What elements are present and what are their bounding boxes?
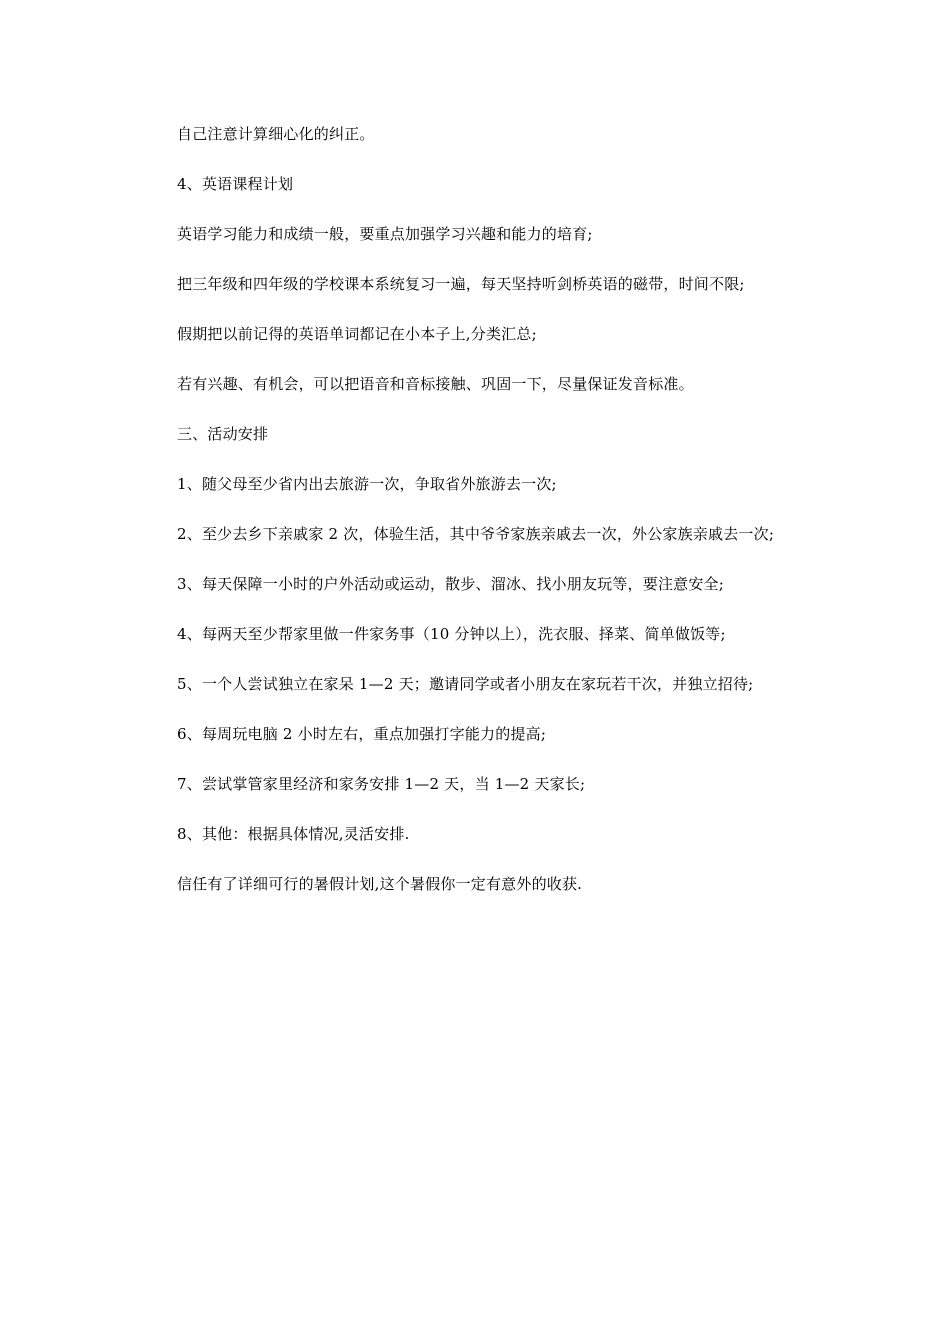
paragraph-english-ability: 英语学习能力和成绩一般，要重点加强学习兴趣和能力的培育;	[177, 225, 593, 243]
paragraph-english-vocab: 假期把以前记得的英语单词都记在小本子上,分类汇总;	[177, 325, 537, 343]
list-item-activity-1: 1、随父母至少省内出去旅游一次，争取省外旅游去一次;	[177, 475, 557, 493]
paragraph-english-phonetics: 若有兴趣、有机会，可以把语音和音标接触、巩固一下，尽量保证发音标准。	[177, 375, 694, 393]
list-item-activity-6: 6、每周玩电脑 2 小时左右，重点加强打字能力的提高;	[177, 725, 547, 743]
list-item-activity-5: 5、一个人尝试独立在家呆 1—2 天；邀请同学或者小朋友在家玩若干次，并独立招待;	[177, 675, 754, 693]
paragraph-closing: 信任有了详细可行的暑假计划,这个暑假你一定有意外的收获.	[177, 875, 583, 893]
list-item-activity-3: 3、每天保障一小时的户外活动或运动，散步、溜冰、找小朋友玩等，要注意安全;	[177, 575, 725, 593]
heading-english-plan: 4、英语课程计划	[177, 175, 294, 193]
list-item-activity-2: 2、至少去乡下亲戚家 2 次，体验生活，其中爷爷家族亲戚去一次，外公家族亲戚去一次;	[177, 525, 775, 543]
paragraph-english-review: 把三年级和四年级的学校课本系统复习一遍，每天坚持听剑桥英语的磁带，时间不限;	[177, 275, 745, 293]
heading-activities: 三、活动安排	[177, 425, 269, 443]
list-item-activity-4: 4、每两天至少帮家里做一件家务事（10 分钟以上），洗衣服、择菜、简单做饭等;	[177, 625, 726, 643]
paragraph-math-note: 自己注意计算细心化的纠正。	[177, 125, 375, 143]
document-body	[143, 122, 813, 922]
list-item-activity-7: 7、尝试掌管家里经济和家务安排 1—2 天，当 1—2 天家长;	[177, 775, 586, 793]
list-item-activity-8: 8、其他：根据具体情况,灵活安排.	[177, 825, 410, 843]
